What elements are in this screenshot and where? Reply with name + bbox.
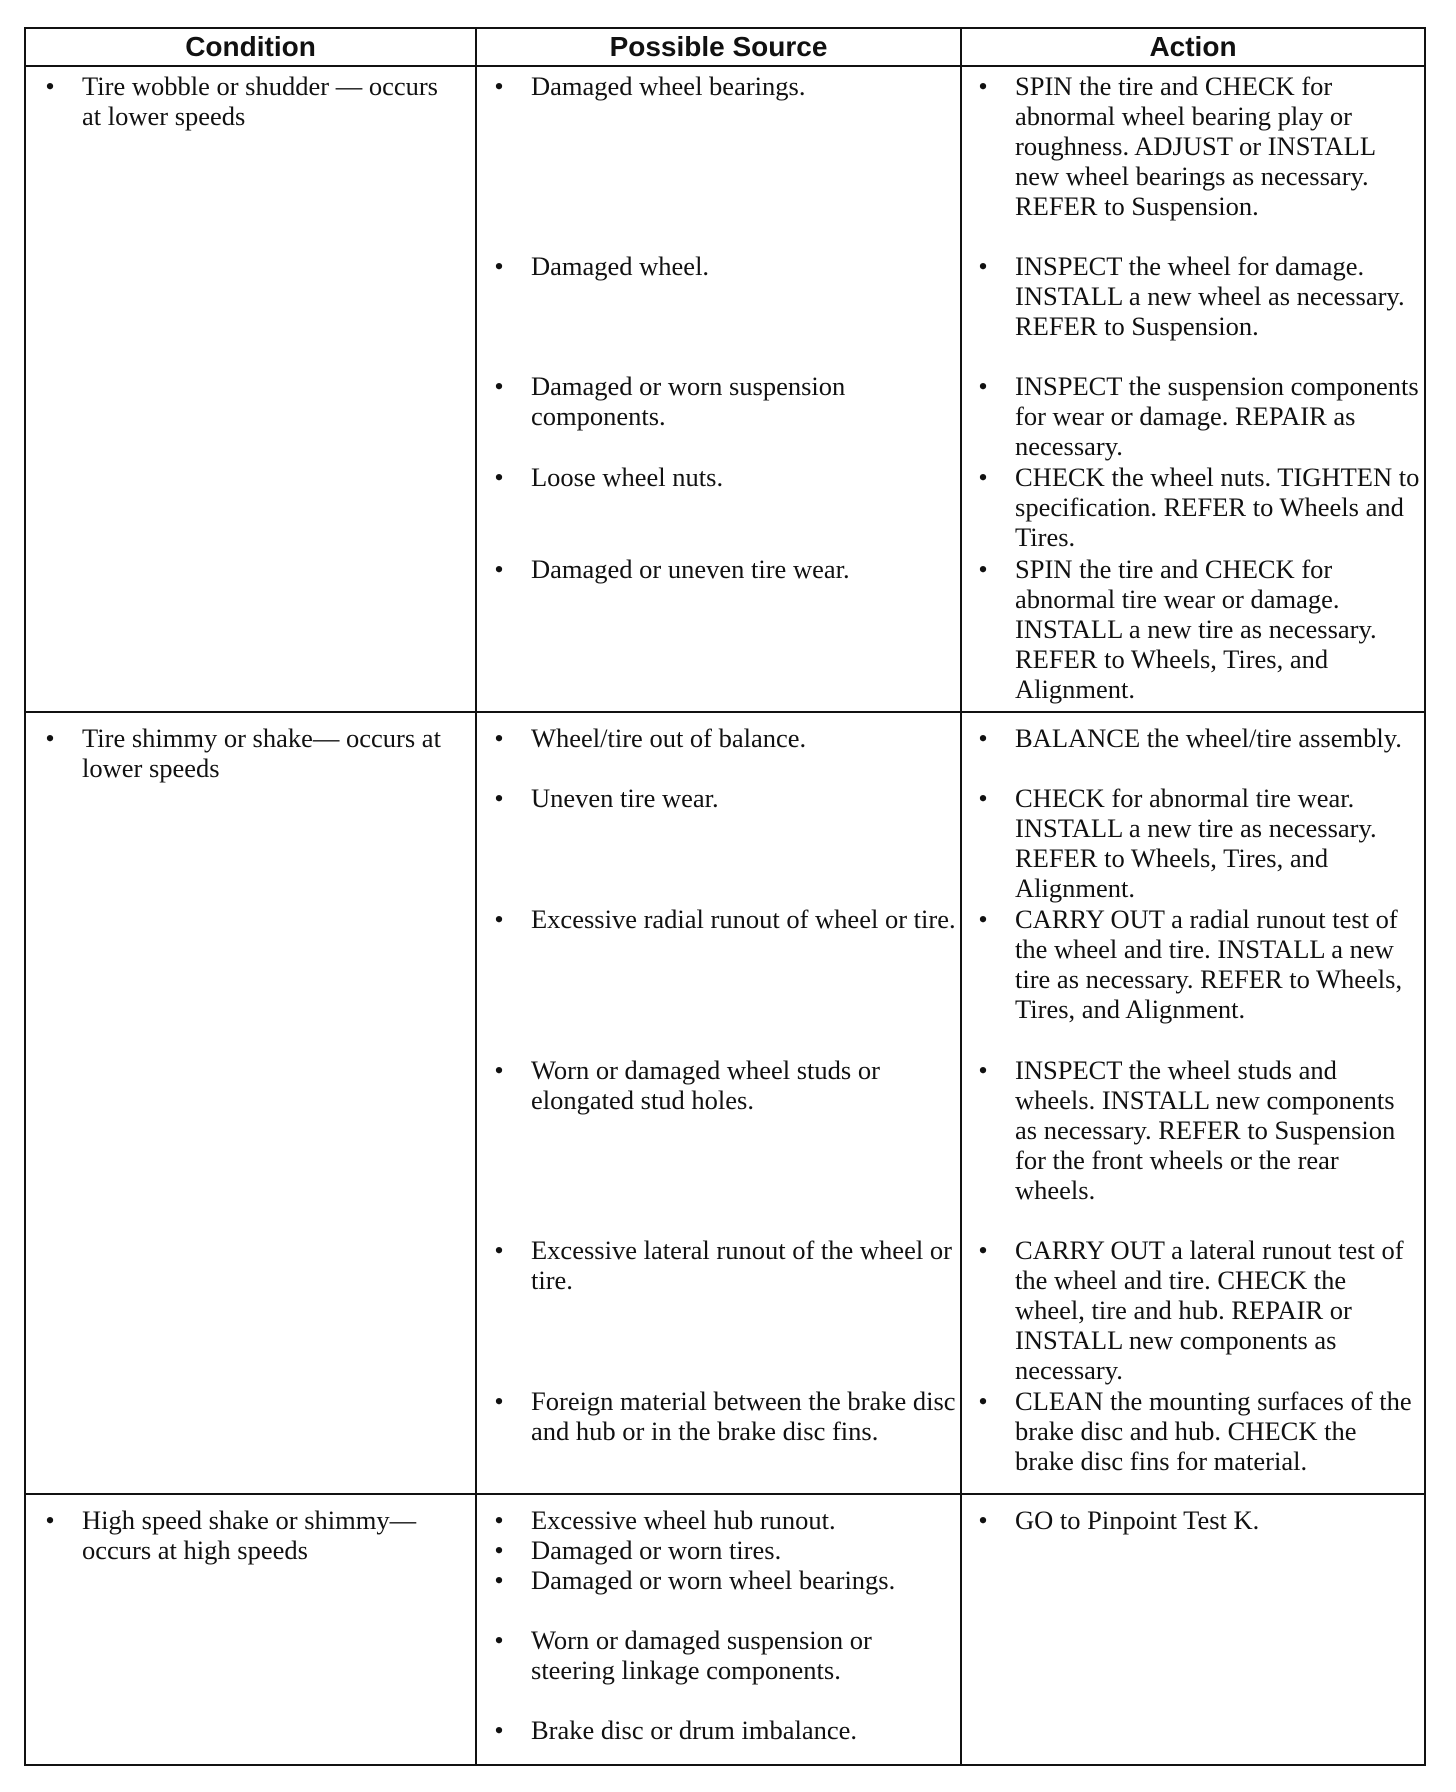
condition-cell: • Tire shimmy or shake— occurs at lower speeds <box>82 723 462 783</box>
source-item: • Brake disc or drum imbalance. <box>531 1715 961 1745</box>
condition-cell: • Tire wobble or shudder — occurs at lower speeds <box>82 71 462 131</box>
bullet-icon: • <box>494 1386 504 1416</box>
action-item: • CLEAN the mounting surfaces of the brake disc and hub. CHECK the brake disc fins for material. <box>1015 1386 1420 1476</box>
action-item: • INSPECT the wheel for damage. INSTALL a new wheel as necessary. REFER to Suspension. <box>1015 251 1420 341</box>
bullet-icon: • <box>494 904 504 934</box>
header-condition: Condition <box>185 31 316 62</box>
action-item: • BALANCE the wheel/tire assembly. <box>1015 723 1420 753</box>
bullet-icon: • <box>978 554 988 584</box>
bullet-icon: • <box>494 723 504 753</box>
bullet-icon: • <box>494 71 504 101</box>
bullet-icon: • <box>494 1625 504 1655</box>
bullet-icon: • <box>978 71 988 101</box>
source-item: • Damaged or worn wheel bearings. <box>531 1565 961 1595</box>
action-item: • GO to Pinpoint Test K. <box>1015 1505 1420 1535</box>
action-item: • CARRY OUT a lateral runout test of the wheel and tire. CHECK the wheel, tire and hub. REPAIR or INSTALL new components as necessary. <box>1015 1235 1420 1385</box>
column-divider <box>960 29 962 1764</box>
header-possible-source: Possible Source <box>609 31 828 62</box>
source-item: • Worn or damaged wheel studs or elongated stud holes. <box>531 1055 961 1115</box>
action-item: • SPIN the tire and CHECK for abnormal wheel bearing play or roughness. ADJUST or INSTALL new wheel bearings as necessary. REFER to Suspension. <box>1015 71 1420 221</box>
bullet-icon: • <box>494 1055 504 1085</box>
bullet-icon: • <box>978 904 988 934</box>
bullet-icon: • <box>978 1055 988 1085</box>
bullet-icon: • <box>494 1505 504 1535</box>
action-item: • SPIN the tire and CHECK for abnormal tire wear or damage. INSTALL a new tire as necessary. REFER to Wheels, Tires, and Alignment. <box>1015 554 1420 704</box>
source-item: • Damaged or worn suspension components. <box>531 371 961 431</box>
bullet-icon: • <box>494 1565 504 1595</box>
bullet-icon: • <box>45 723 55 753</box>
source-item: • Damaged or worn tires. <box>531 1535 961 1565</box>
bullet-icon: • <box>978 1235 988 1265</box>
action-item: • INSPECT the wheel studs and wheels. INSTALL new components as necessary. REFER to Suspension for the front wheels or the rear wheels. <box>1015 1055 1420 1205</box>
action-item: • INSPECT the suspension components for wear or damage. REPAIR as necessary. <box>1015 371 1420 461</box>
header-action: Action <box>1149 31 1237 62</box>
bullet-icon: • <box>978 783 988 813</box>
table-header <box>26 29 1424 67</box>
bullet-icon: • <box>494 462 504 492</box>
bullet-icon: • <box>45 71 55 101</box>
bullet-icon: • <box>494 1715 504 1745</box>
diagnosis-table <box>24 27 1426 1766</box>
source-item: • Excessive lateral runout of the wheel or tire. <box>531 1235 961 1295</box>
action-item: • CARRY OUT a radial runout test of the wheel and tire. INSTALL a new tire as necessary. REFER to Wheels, Tires, and Alignment. <box>1015 904 1420 1024</box>
bullet-icon: • <box>494 251 504 281</box>
bullet-icon: • <box>45 1505 55 1535</box>
source-item: • Loose wheel nuts. <box>531 462 961 492</box>
source-item: • Damaged wheel. <box>531 251 961 281</box>
action-item: • CHECK for abnormal tire wear. INSTALL a new tire as necessary. REFER to Wheels, Tires, and Alignment. <box>1015 783 1420 903</box>
bullet-icon: • <box>494 554 504 584</box>
source-item: • Damaged wheel bearings. <box>531 71 961 101</box>
source-item: • Wheel/tire out of balance. <box>531 723 961 753</box>
bullet-icon: • <box>978 371 988 401</box>
row-divider <box>26 711 1424 713</box>
source-item: • Uneven tire wear. <box>531 783 961 813</box>
source-item: • Worn or damaged suspension or steering linkage components. <box>531 1625 961 1685</box>
row-divider <box>26 1493 1424 1495</box>
action-item: • CHECK the wheel nuts. TIGHTEN to specification. REFER to Wheels and Tires. <box>1015 462 1420 552</box>
bullet-icon: • <box>978 723 988 753</box>
column-divider <box>475 29 477 1764</box>
source-item: • Damaged or uneven tire wear. <box>531 554 961 584</box>
bullet-icon: • <box>978 1505 988 1535</box>
bullet-icon: • <box>978 251 988 281</box>
source-item: • Excessive wheel hub runout. <box>531 1505 961 1535</box>
bullet-icon: • <box>494 371 504 401</box>
bullet-icon: • <box>494 1535 504 1565</box>
condition-cell: • High speed shake or shimmy—occurs at high speeds <box>82 1505 462 1565</box>
bullet-icon: • <box>978 462 988 492</box>
source-item: • Foreign material between the brake disc and hub or in the brake disc fins. <box>531 1386 961 1446</box>
bullet-icon: • <box>494 1235 504 1265</box>
bullet-icon: • <box>978 1386 988 1416</box>
source-item: • Excessive radial runout of wheel or tire. <box>531 904 961 934</box>
bullet-icon: • <box>494 783 504 813</box>
